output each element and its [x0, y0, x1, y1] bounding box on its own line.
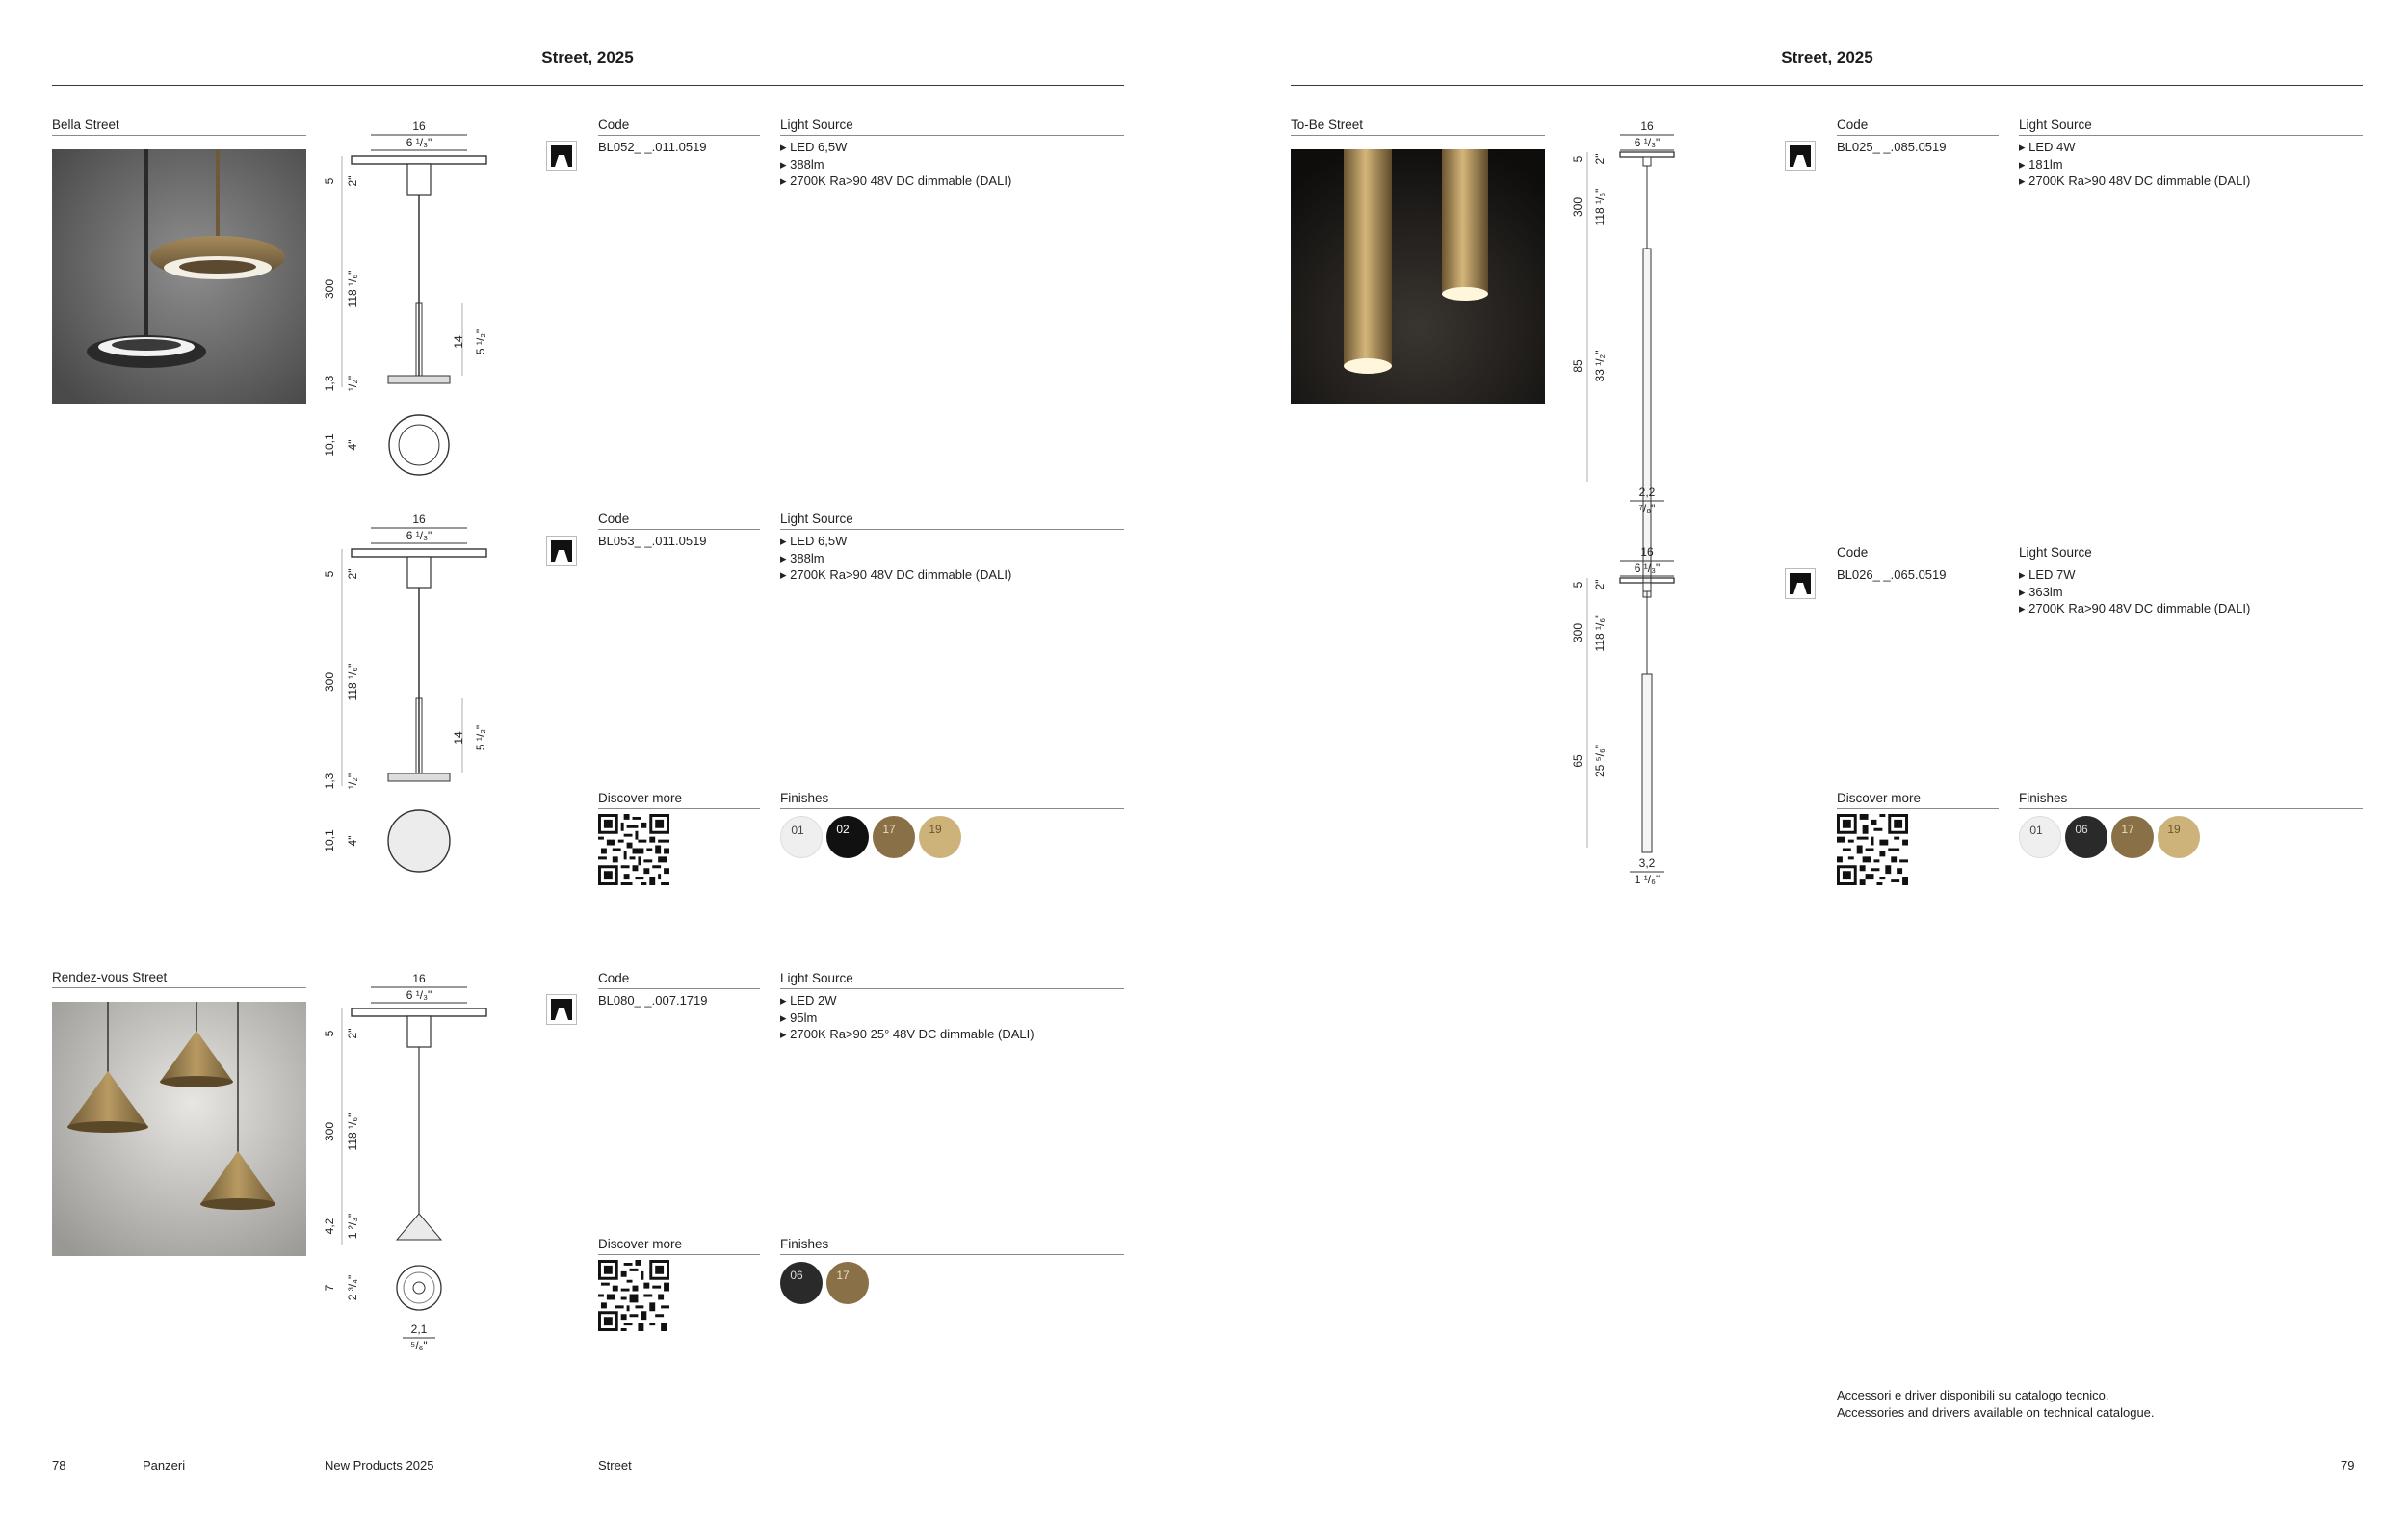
svg-text:300: 300 [323, 1121, 336, 1142]
lamp-type-icon [1785, 141, 1816, 171]
dim-width-in: 6 ¹/₃" [406, 136, 432, 149]
product-name-rendez-vous-street: Rendez-vous Street [52, 970, 168, 984]
svg-text:65: 65 [1571, 754, 1584, 768]
dim-c-in: 5 ¹/₂" [474, 328, 487, 355]
svg-text:6 ¹/₃": 6 ¹/₃" [406, 988, 432, 1002]
dim-c: 14 [452, 335, 465, 349]
svg-text:5: 5 [323, 570, 336, 578]
finishes-swatches [780, 816, 1127, 862]
svg-text:16: 16 [1640, 119, 1654, 133]
finish-swatch-01[interactable] [2019, 816, 2061, 858]
svg-text:33 ¹/₂": 33 ¹/₂" [1593, 350, 1607, 382]
svg-text:⁷/₈": ⁷/₈" [1638, 502, 1656, 515]
right-title-rule [1291, 85, 2363, 86]
product-code: BL053_ _.011.0519 [598, 534, 707, 548]
spec-list [2019, 566, 2250, 617]
finishes-rule [2019, 808, 2363, 809]
spec-list [780, 139, 1011, 190]
svg-text:300: 300 [323, 671, 336, 693]
code-label: Code [598, 511, 630, 526]
spec-list [2019, 139, 2250, 190]
code-rule [1837, 135, 1999, 136]
product-name-rule [1291, 135, 1545, 136]
light-source-rule [780, 135, 1124, 136]
finish-swatch-06[interactable] [2065, 816, 2107, 858]
svg-text:1 ²/₃": 1 ²/₃" [346, 1213, 359, 1240]
dim-e-in: 4" [346, 439, 359, 451]
finishes-rule [780, 808, 1124, 809]
svg-text:2,1: 2,1 [410, 1323, 428, 1336]
bl053-drawing [318, 509, 501, 884]
svg-text:10,1: 10,1 [323, 829, 336, 852]
svg-text:6 ¹/₃": 6 ¹/₃" [406, 529, 432, 542]
page-number: 79 [2341, 1458, 2355, 1473]
light-source-label: Light Source [780, 971, 853, 985]
lamp-type-icon [546, 536, 577, 566]
spec-item: ▸ 181lm [2019, 156, 2063, 171]
product-name-rule [52, 135, 306, 136]
discover-more-label: Discover more [598, 1237, 683, 1251]
product-name-to-be-street: To-Be Street [1291, 118, 1364, 132]
code-rule [598, 529, 760, 530]
accessories-note-it: Accessori e driver disponibili su catalogo tecnico. [1837, 1388, 2109, 1402]
finishes-swatches [2019, 816, 2366, 862]
finish-swatch-17[interactable] [2111, 816, 2154, 858]
finish-code: 17 [2121, 823, 2134, 836]
light-source-rule [2019, 135, 2363, 136]
bella-street-drawing [318, 116, 501, 482]
finishes-rule [780, 1254, 1124, 1255]
finish-swatch-17[interactable] [826, 1262, 869, 1304]
light-source-label: Light Source [780, 118, 853, 132]
svg-text:5: 5 [1571, 581, 1584, 589]
light-source-label: Light Source [780, 511, 853, 526]
dim-a-in: 2" [346, 175, 359, 187]
qr-code[interactable] [598, 1260, 669, 1331]
code-label: Code [1837, 118, 1869, 132]
accessories-note-en: Accessories and drivers available on technical catalogue. [1837, 1405, 2155, 1420]
svg-text:2": 2" [346, 568, 359, 580]
finish-code: 01 [791, 824, 804, 837]
svg-text:2": 2" [1593, 153, 1607, 165]
footer-section: Street [598, 1458, 632, 1473]
spec-item: ▸ 388lm [780, 550, 824, 565]
spec-item: ▸ 363lm [2019, 584, 2063, 599]
svg-text:5: 5 [323, 1030, 336, 1037]
svg-text:2 ³/₄": 2 ³/₄" [346, 1274, 359, 1301]
svg-text:1 ¹/₆": 1 ¹/₆" [1634, 873, 1661, 886]
code-label: Code [1837, 545, 1869, 560]
spec-item: ▸ 95lm [780, 1009, 818, 1025]
svg-text:7: 7 [323, 1284, 336, 1292]
finish-code: 02 [836, 823, 850, 836]
product-name-rule [52, 987, 306, 988]
svg-text:16: 16 [1640, 545, 1654, 559]
svg-text:4": 4" [346, 835, 359, 847]
svg-text:85: 85 [1571, 359, 1584, 373]
spec-item: ▸ LED 4W [2019, 140, 2076, 154]
finish-code: 17 [882, 823, 896, 836]
lamp-type-icon [1785, 568, 1816, 599]
dim-d: 1,3 [323, 375, 336, 392]
footer-collection: New Products 2025 [325, 1458, 434, 1473]
finish-code: 01 [2029, 824, 2043, 837]
left-page-title: Street, 2025 [541, 48, 634, 66]
svg-text:25 ⁵/₆": 25 ⁵/₆" [1593, 744, 1607, 778]
light-source-rule [780, 529, 1124, 530]
light-source-label: Light Source [2019, 118, 2092, 132]
svg-text:16: 16 [412, 972, 426, 985]
finish-code: 19 [2167, 823, 2181, 836]
svg-text:¹/₂": ¹/₂" [346, 773, 359, 790]
finishes-label: Finishes [780, 1237, 829, 1251]
right-page-title: Street, 2025 [1781, 48, 1873, 66]
discover-more-label: Discover more [1837, 791, 1922, 805]
finish-code: 17 [836, 1269, 850, 1282]
discover-more-label: Discover more [598, 791, 683, 805]
lamp-type-icon [546, 994, 577, 1025]
finish-swatch-19[interactable] [919, 816, 961, 858]
product-code: BL080_ _.007.1719 [598, 993, 708, 1008]
finish-swatch-02[interactable] [826, 816, 869, 858]
spec-list [780, 533, 1011, 584]
code-rule [598, 135, 760, 136]
left-title-rule [52, 85, 1124, 86]
svg-text:1,3: 1,3 [323, 773, 336, 790]
discover-rule [1837, 808, 1999, 809]
spec-item: ▸ LED 2W [780, 993, 837, 1008]
bella-street-photo [52, 149, 306, 404]
bl026-drawing [1560, 541, 1734, 898]
footer-brand: Panzeri [143, 1458, 186, 1473]
dim-d-in: ¹/₂" [346, 375, 359, 392]
dim-b: 300 [323, 278, 336, 300]
page-number: 78 [52, 1458, 66, 1473]
svg-text:3,2: 3,2 [1638, 856, 1656, 870]
spec-item: ▸ LED 7W [2019, 567, 2076, 582]
product-name-bella-street: Bella Street [52, 118, 119, 132]
code-label: Code [598, 971, 630, 985]
finishes-label: Finishes [2019, 791, 2068, 805]
dim-width: 16 [412, 119, 426, 133]
svg-text:300: 300 [1571, 622, 1584, 643]
spec-item: ▸ LED 6,5W [780, 140, 848, 154]
code-rule [598, 988, 760, 989]
code-label: Code [598, 118, 630, 132]
dim-a: 5 [323, 177, 336, 185]
spec-item: ▸ 2700K Ra>90 48V DC dimmable (DALI) [780, 567, 1012, 582]
spec-item: ▸ 2700K Ra>90 48V DC dimmable (DALI) [2019, 173, 2251, 188]
svg-text:2,2: 2,2 [1638, 485, 1656, 499]
svg-text:5 ¹/₂": 5 ¹/₂" [474, 724, 487, 751]
lamp-type-icon [546, 141, 577, 171]
finish-swatch-06[interactable] [780, 1262, 823, 1304]
to-be-street-drawing [1560, 116, 1734, 520]
svg-text:6 ¹/₃": 6 ¹/₃" [1634, 562, 1661, 575]
to-be-street-photo [1291, 149, 1545, 404]
svg-text:118 ¹/₆": 118 ¹/₆" [346, 1113, 359, 1151]
dim-e: 10,1 [323, 433, 336, 457]
svg-text:118 ¹/₆": 118 ¹/₆" [1593, 614, 1607, 652]
spec-item: ▸ 2700K Ra>90 48V DC dimmable (DALI) [780, 173, 1012, 188]
finish-swatch-19[interactable] [2158, 816, 2200, 858]
svg-text:118 ¹/₆": 118 ¹/₆" [346, 663, 359, 701]
spec-item: ▸ LED 6,5W [780, 534, 848, 548]
finishes-swatches [780, 1262, 1127, 1308]
svg-text:14: 14 [452, 731, 465, 745]
svg-text:4,2: 4,2 [323, 1218, 336, 1235]
svg-text:16: 16 [412, 512, 426, 526]
spec-list [780, 992, 1034, 1043]
svg-text:⁵/₆": ⁵/₆" [410, 1339, 428, 1352]
light-source-label: Light Source [2019, 545, 2092, 560]
svg-text:5: 5 [1571, 155, 1584, 163]
spec-item: ▸ 388lm [780, 156, 824, 171]
rendez-vous-drawing [318, 968, 501, 1353]
svg-text:300: 300 [1571, 196, 1584, 218]
discover-rule [598, 808, 760, 809]
product-code: BL052_ _.011.0519 [598, 140, 707, 154]
dim-b-in: 118 ¹/₆" [346, 270, 359, 308]
rendez-vous-street-photo [52, 1002, 306, 1256]
finish-code: 19 [929, 823, 942, 836]
svg-text:6 ¹/₃": 6 ¹/₃" [1634, 136, 1661, 149]
svg-text:118 ¹/₆": 118 ¹/₆" [1593, 188, 1607, 226]
spec-item: ▸ 2700K Ra>90 48V DC dimmable (DALI) [2019, 601, 2251, 615]
discover-rule [598, 1254, 760, 1255]
svg-text:2": 2" [346, 1028, 359, 1039]
finish-swatch-01[interactable] [780, 816, 823, 858]
finish-swatch-17[interactable] [873, 816, 915, 858]
finish-code: 06 [790, 1269, 803, 1282]
product-code: BL026_ _.065.0519 [1837, 567, 1947, 582]
qr-code[interactable] [1837, 814, 1908, 885]
finish-code: 06 [2075, 823, 2088, 836]
svg-text:2": 2" [1593, 579, 1607, 590]
spec-item: ▸ 2700K Ra>90 25° 48V DC dimmable (DALI) [780, 1027, 1034, 1041]
qr-code[interactable] [598, 814, 669, 885]
product-code: BL025_ _.085.0519 [1837, 140, 1947, 154]
light-source-rule [780, 988, 1124, 989]
finishes-label: Finishes [780, 791, 829, 805]
